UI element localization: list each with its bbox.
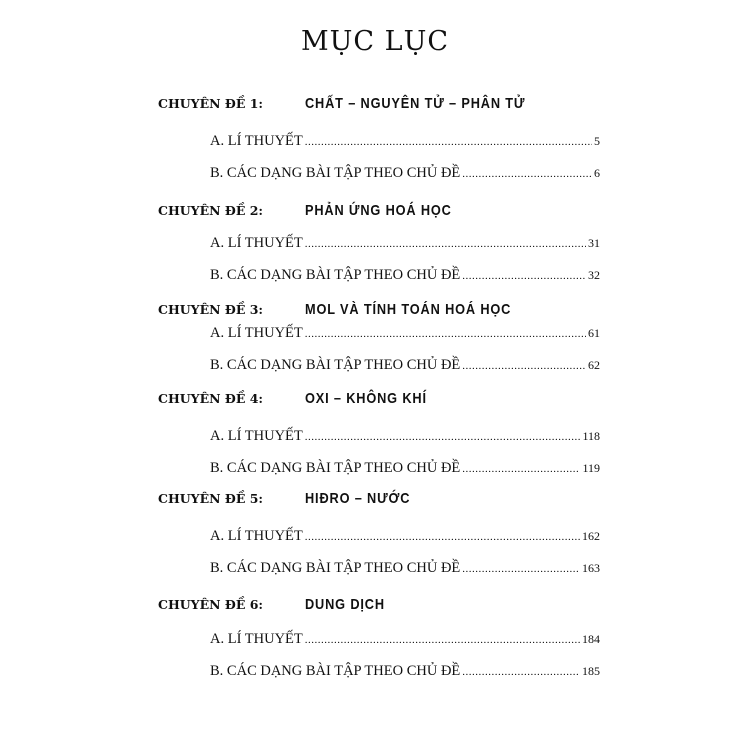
- entry-label: A. LÍ THUYẾT: [210, 428, 303, 444]
- page-number: 184: [582, 632, 600, 646]
- dot-leader: [462, 563, 580, 575]
- toc-entry[interactable]: [210, 235, 600, 252]
- page-number: 163: [582, 561, 600, 575]
- toc-entry[interactable]: [210, 267, 600, 284]
- entry-label: B. CÁC DẠNG BÀI TẬP THEO CHỦ ĐỀ: [210, 357, 461, 373]
- dot-leader: [462, 168, 592, 180]
- toc-entry[interactable]: [210, 325, 600, 342]
- dot-leader: [305, 431, 581, 443]
- dot-leader: [462, 270, 586, 282]
- page-number: 62: [588, 358, 600, 372]
- chapter-label: CHUYÊN ĐỀ 4:: [158, 391, 264, 406]
- entry-label: A. LÍ THUYẾT: [210, 528, 303, 544]
- chapter-title: MOL VÀ TÍNH TOÁN HOÁ HỌC: [305, 301, 512, 318]
- chapter-label: CHUYÊN ĐỀ 2:: [158, 203, 264, 218]
- chapter-label: CHUYÊN ĐỀ 6:: [158, 597, 264, 612]
- dot-leader: [305, 136, 592, 148]
- toc-entry[interactable]: [210, 663, 600, 680]
- chapter-title: HIĐRO – NƯỚC: [305, 490, 411, 507]
- page-number: 61: [588, 326, 600, 340]
- toc-entry[interactable]: [210, 357, 600, 374]
- page-number: 185: [582, 664, 600, 678]
- toc-entry[interactable]: [210, 460, 600, 477]
- page-number: 32: [588, 268, 600, 282]
- chapter-heading: [158, 202, 478, 222]
- page-number: 31: [588, 236, 600, 250]
- chapter-title: DUNG DỊCH: [305, 596, 385, 613]
- toc-entry[interactable]: [210, 428, 600, 445]
- entry-label: B. CÁC DẠNG BÀI TẬP THEO CHỦ ĐỀ: [210, 165, 461, 181]
- toc-entry[interactable]: [210, 133, 600, 150]
- chapter-heading: [158, 95, 564, 115]
- dot-leader: [462, 666, 580, 678]
- entry-label: A. LÍ THUYẾT: [210, 325, 303, 341]
- entry-label: A. LÍ THUYẾT: [210, 235, 303, 251]
- chapter-label: CHUYÊN ĐỀ 1:: [158, 96, 264, 111]
- chapter-heading: [158, 301, 548, 321]
- chapter-heading: [158, 596, 399, 616]
- chapter-heading: [158, 490, 429, 510]
- toc-entry[interactable]: [210, 631, 600, 648]
- entry-label: B. CÁC DẠNG BÀI TẬP THEO CHỦ ĐỀ: [210, 663, 461, 679]
- page-number: 6: [594, 166, 600, 180]
- chapter-label: CHUYÊN ĐỀ 5:: [158, 491, 264, 506]
- dot-leader: [305, 238, 586, 250]
- chapter-title: CHẤT – NGUYÊN TỬ – PHÂN TỬ: [305, 95, 526, 112]
- page-number: 162: [582, 529, 600, 543]
- chapter-heading: [158, 390, 448, 410]
- entry-label: B. CÁC DẠNG BÀI TẬP THEO CHỦ ĐỀ: [210, 267, 461, 283]
- chapter-label: CHUYÊN ĐỀ 3:: [158, 302, 264, 317]
- page-title: MỤC LỤC: [301, 26, 449, 57]
- entry-label: A. LÍ THUYẾT: [210, 133, 303, 149]
- toc-entry[interactable]: [210, 560, 600, 577]
- entry-label: A. LÍ THUYẾT: [210, 631, 303, 647]
- dot-leader: [462, 463, 580, 475]
- dot-leader: [305, 328, 586, 340]
- entry-label: B. CÁC DẠNG BÀI TẬP THEO CHỦ ĐỀ: [210, 560, 461, 576]
- entry-label: B. CÁC DẠNG BÀI TẬP THEO CHỦ ĐỀ: [210, 460, 461, 476]
- dot-leader: [305, 531, 580, 543]
- dot-leader: [462, 360, 586, 372]
- toc-entry[interactable]: [210, 528, 600, 545]
- chapter-title: OXI – KHÔNG KHÍ: [305, 390, 427, 407]
- dot-leader: [305, 634, 580, 646]
- toc-entry[interactable]: [210, 165, 600, 182]
- page-number: 118: [582, 429, 600, 443]
- page-number: 5: [594, 134, 600, 148]
- chapter-title: PHẢN ỨNG HOÁ HỌC: [305, 202, 452, 219]
- page-number: 119: [582, 461, 600, 475]
